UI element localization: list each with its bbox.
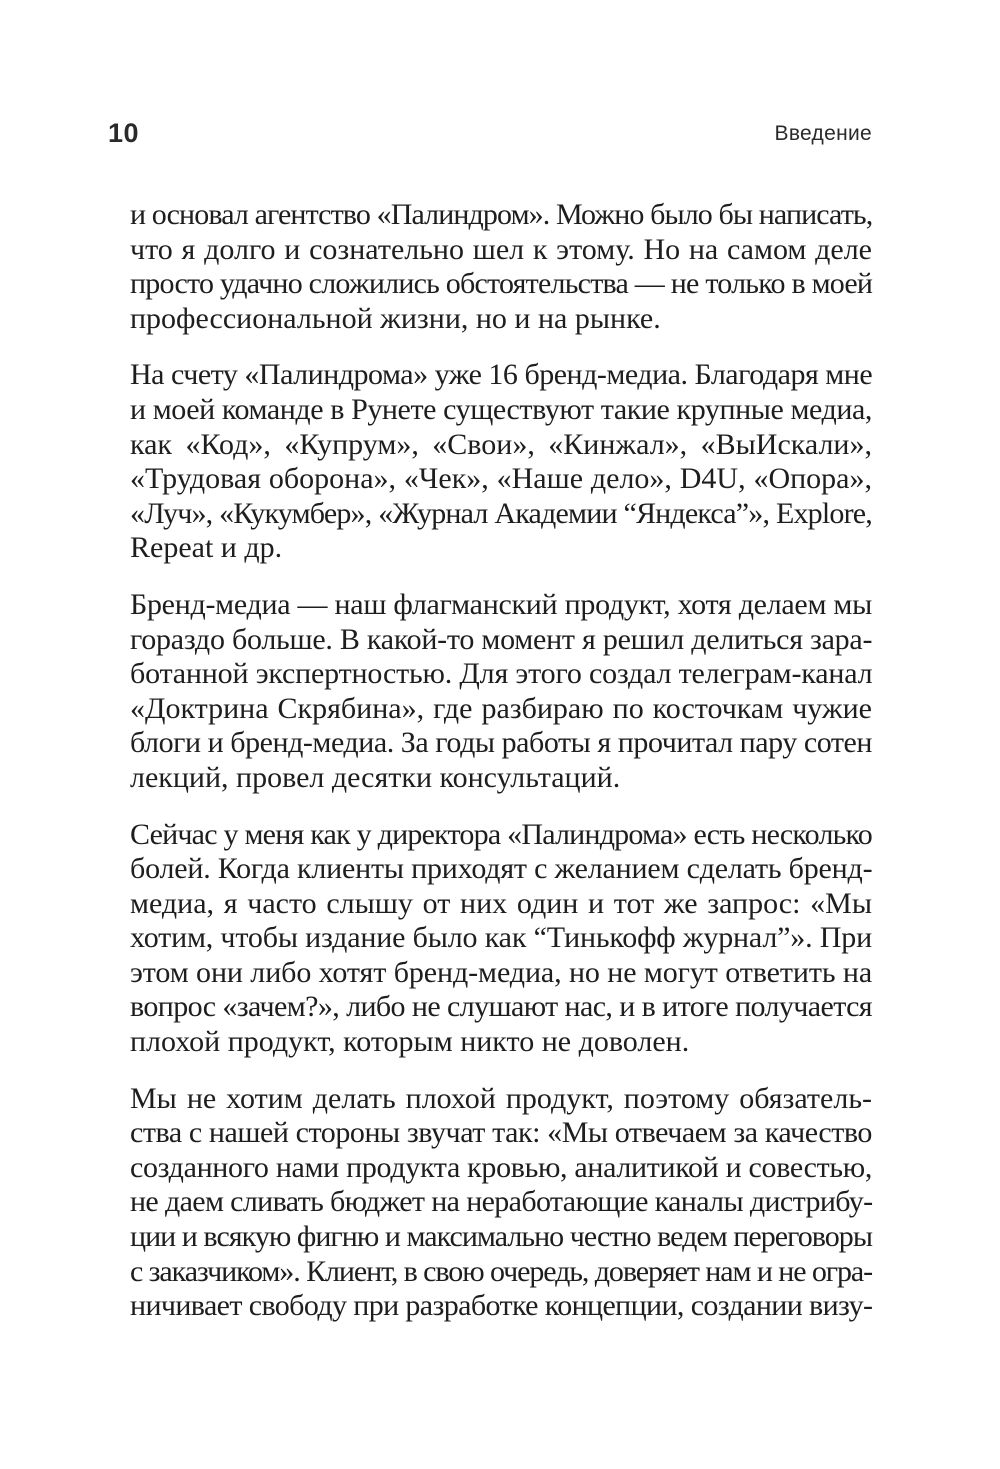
- text-line: хотим, чтобы издание было как “Тинькофф журнал”». При: [130, 921, 872, 955]
- text-line: что я долго и сознательно шел к этому. Но на самом деле: [130, 232, 872, 266]
- text-line: болей. Когда клиенты приходят с желанием сделать бренд-: [130, 852, 873, 886]
- running-head: Введение: [774, 122, 872, 145]
- text-line: ничивает свободу при разработке концепции, создании визу-: [130, 1289, 873, 1323]
- page-header: [108, 118, 872, 158]
- text-line: с заказчиком». Клиент, в свою очередь, доверяет нам и не огра-: [130, 1254, 873, 1288]
- text-line: «Доктрина Скрябина», где разбираю по косточкам чужие: [130, 691, 872, 725]
- text-line: Repeat и др.: [130, 531, 283, 565]
- text-line: Сейчас у меня как у директора «Палиндрома» есть несколько: [130, 817, 872, 851]
- body-text: [130, 198, 872, 1346]
- text-line: лекций, провел десятки консультаций.: [130, 760, 621, 794]
- text-line: и основал агентство «Палиндром». Можно было бы написать,: [130, 198, 873, 231]
- paragraph: [130, 1082, 872, 1324]
- paragraph: [130, 588, 872, 796]
- text-line: блоги и бренд-медиа. За годы работы я прочитал пару сотен: [130, 726, 872, 760]
- text-line: «Луч», «Кукумбер», «Журнал Академии “Яндекса”», Explore,: [130, 496, 872, 530]
- text-line: профессиональной жизни, но и на рынке.: [130, 301, 661, 335]
- text-line: просто удачно сложились обстоятельства — не только в моей: [130, 267, 873, 301]
- text-line: не даем сливать бюджет на неработающие каналы дистрибу-: [130, 1185, 873, 1219]
- text-line: как «Код», «Купрум», «Свои», «Кинжал», «ВыИскали»,: [130, 427, 872, 461]
- text-line: гораздо больше. В какой-то момент я решил делиться зара-: [130, 622, 873, 656]
- text-line: ции и всякую фигню и максимально честно ведем переговоры: [130, 1220, 873, 1254]
- paragraph: [130, 358, 872, 566]
- text-line: Мы не хотим делать плохой продукт, поэтому обязатель-: [130, 1081, 872, 1115]
- text-line: медиа, я часто слышу от них один и тот же запрос: «Мы: [130, 886, 872, 920]
- text-line: плохой продукт, которым никто не доволен.: [130, 1025, 690, 1059]
- text-line: вопрос «зачем?», либо не слушают нас, и в итоге получается: [130, 990, 872, 1024]
- text-line: ства с нашей стороны звучат так: «Мы отвечаем за качество: [130, 1116, 872, 1150]
- text-line: созданного нами продукта кровью, аналитикой и совестью,: [130, 1150, 872, 1184]
- page-number: 10: [108, 118, 140, 148]
- text-line: «Трудовая оборона», «Чек», «Наше дело», D4U, «Опора»,: [130, 462, 872, 496]
- paragraph: [130, 818, 872, 1060]
- text-line: На счету «Палиндрома» уже 16 бренд-медиа. Благодаря мне: [130, 358, 873, 392]
- text-line: ботанной экспертностью. Для этого создал телеграм-канал: [130, 657, 873, 691]
- text-line: этом они либо хотят бренд-медиа, но не могут ответить на: [130, 955, 873, 989]
- text-line: Бренд-медиа — наш флагманский продукт, хотя делаем мы: [130, 587, 872, 621]
- paragraph: [130, 198, 872, 336]
- text-line: и моей команде в Рунете существуют такие крупные медиа,: [130, 392, 872, 426]
